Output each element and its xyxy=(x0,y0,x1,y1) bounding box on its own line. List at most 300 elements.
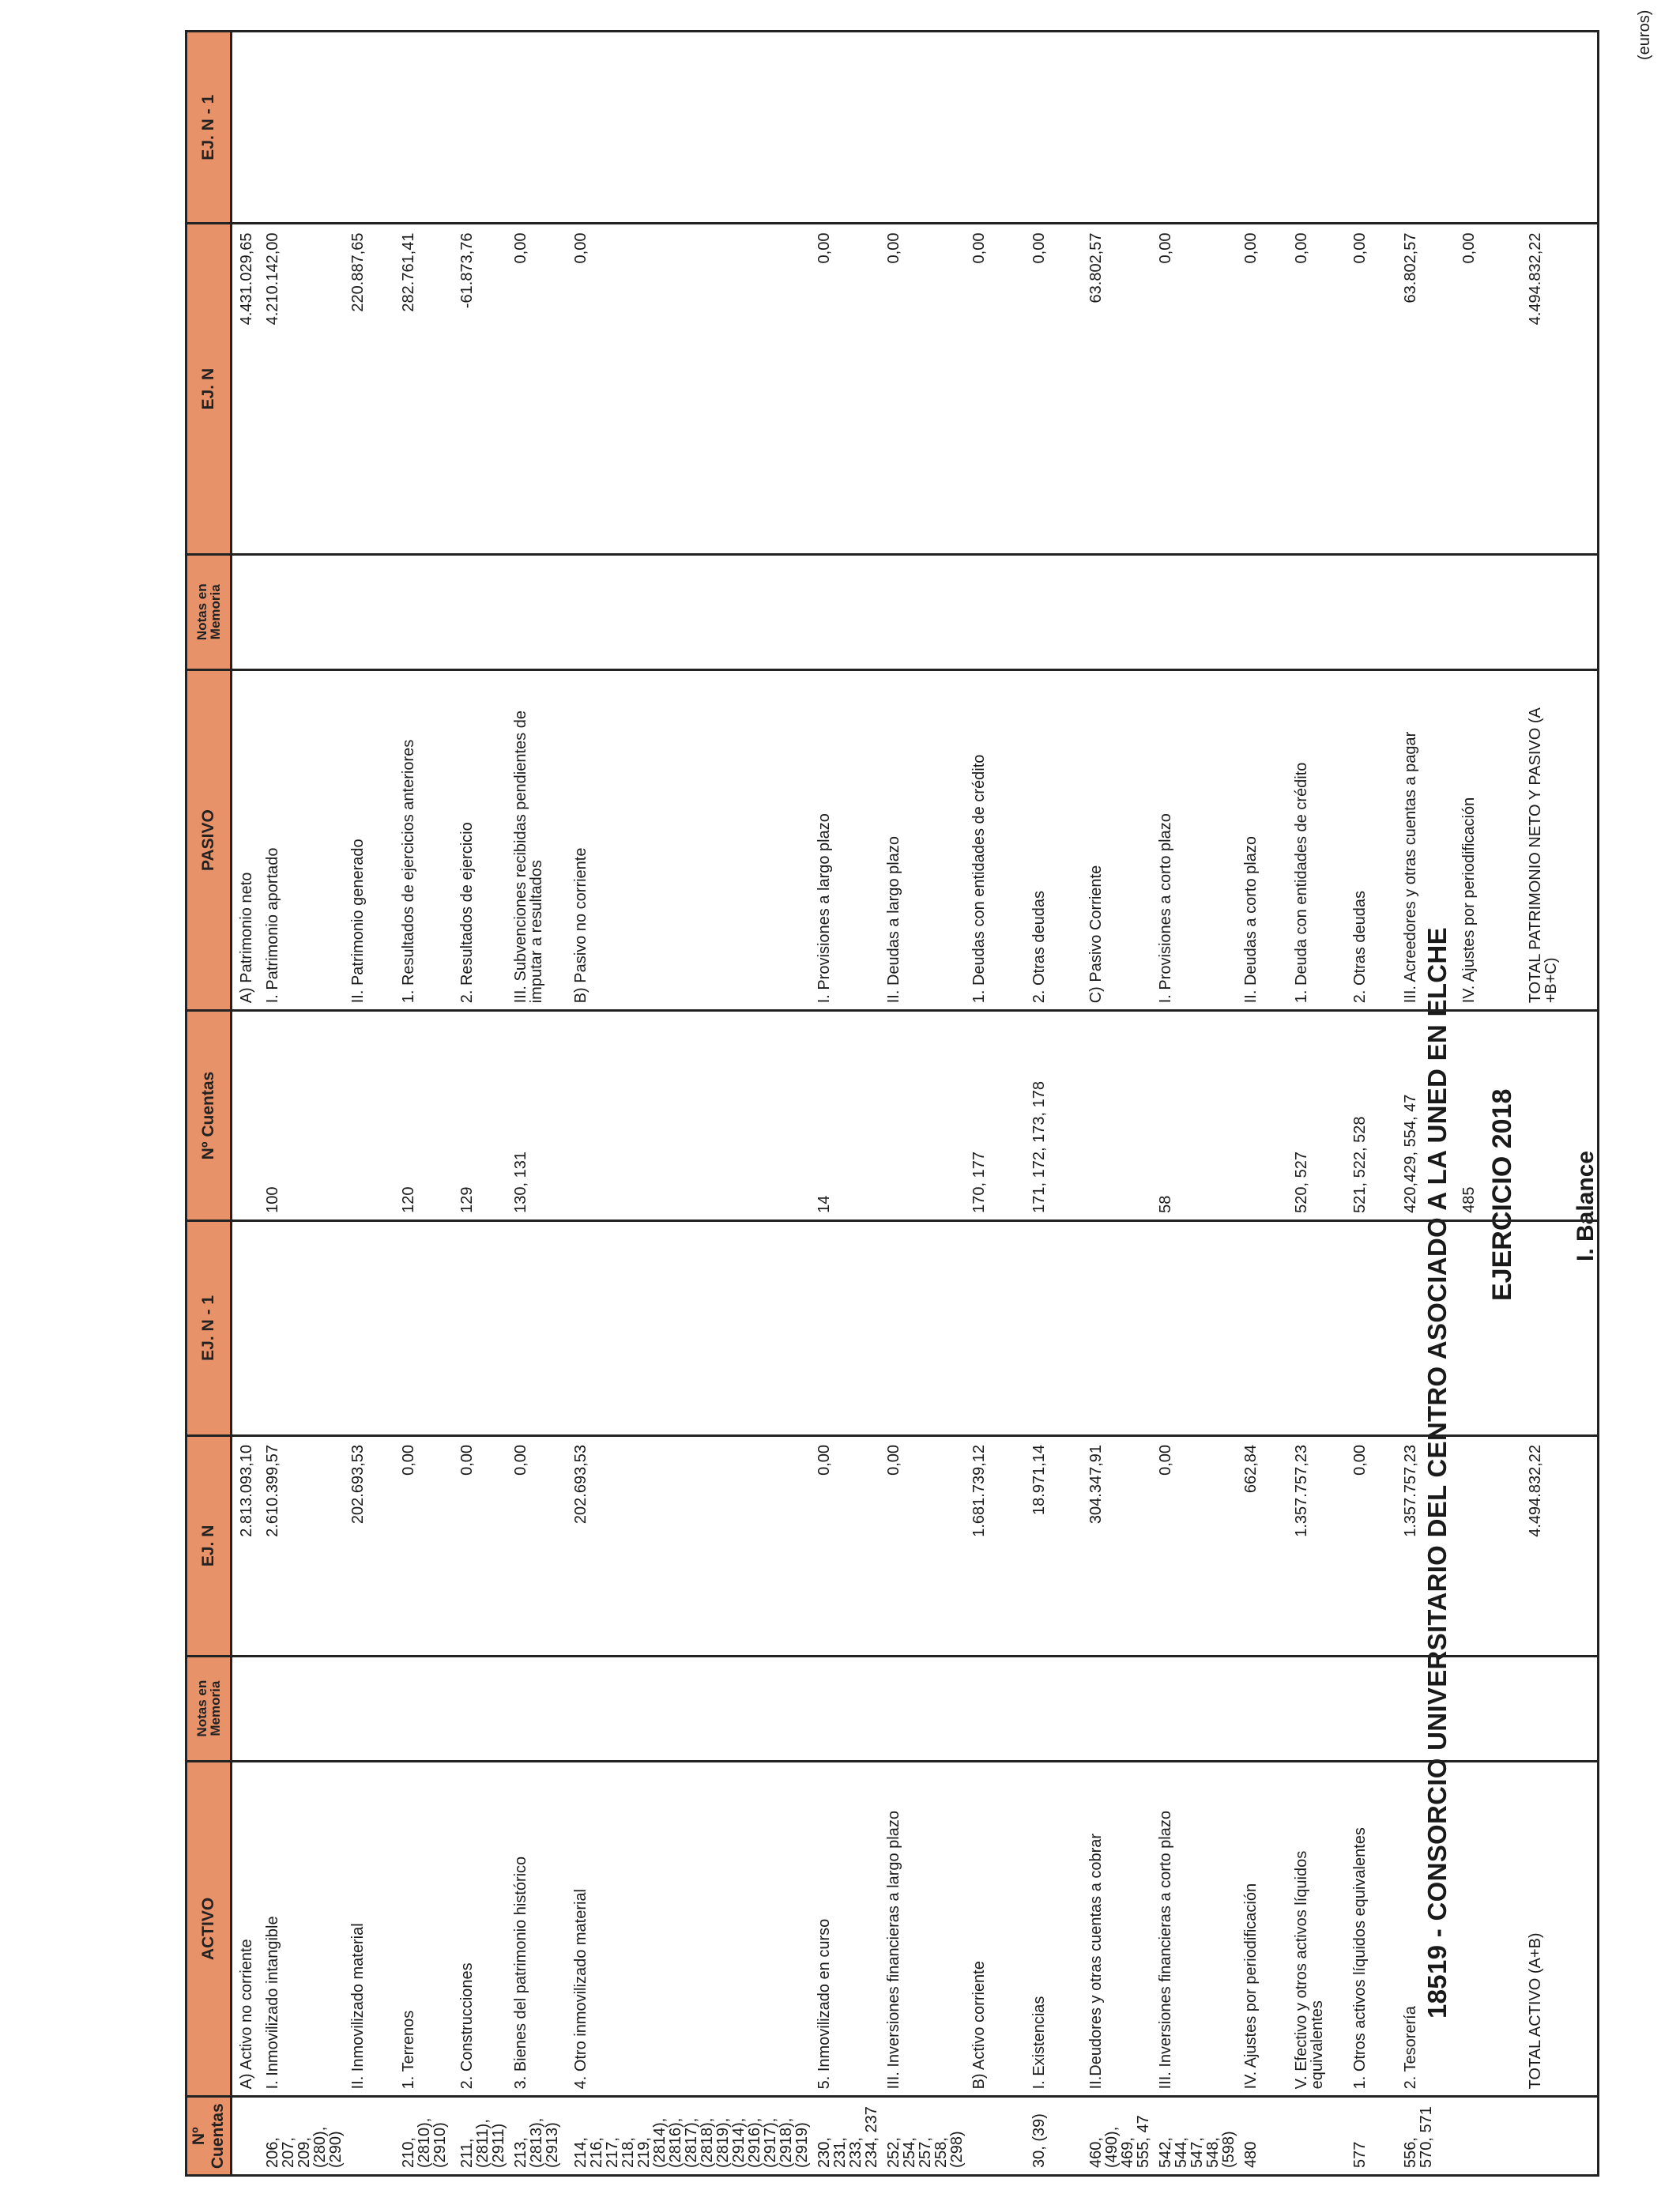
cell-pasivo-cuentas xyxy=(453,1011,507,1221)
cell-activo-ejn xyxy=(1455,1435,1521,1656)
cell-activo-notas xyxy=(394,1656,453,1761)
activo-notas-text xyxy=(880,1657,965,1760)
cell-pasivo-concepto xyxy=(1455,669,1521,1011)
cell-activo-notas xyxy=(232,1656,258,1761)
cell-activo-ejn1 xyxy=(507,1220,567,1435)
cell-activo-notas xyxy=(1287,1656,1346,1761)
cell-activo-concepto xyxy=(1237,1761,1287,2097)
activo-ejn1-text xyxy=(1082,1222,1151,1434)
cell-activo-ejn xyxy=(453,1435,507,1656)
cell-activo-ejn1 xyxy=(1346,1220,1396,1435)
pasivo-cuentas-text: 520, 527 xyxy=(1292,1151,1310,1213)
cell-pasivo-notas xyxy=(1455,554,1521,669)
activo-cuentas-text xyxy=(965,2098,1025,2174)
activo-notas-text xyxy=(1455,1657,1521,1760)
pasivo-ejn-text: 0,00 xyxy=(970,232,988,264)
cell-activo-concepto xyxy=(1151,1761,1237,2097)
cell-activo-ejn xyxy=(1082,1435,1151,1656)
pasivo-notas-text xyxy=(810,556,880,669)
cell-activo-cuentas xyxy=(1082,2097,1151,2176)
activo-cuentas-text xyxy=(1287,2098,1346,2174)
cell-activo-concepto xyxy=(258,1761,344,2097)
table-row xyxy=(507,32,567,2176)
cell-activo-ejn xyxy=(507,1435,567,1656)
activo-notas-text xyxy=(1082,1657,1151,1760)
cell-pasivo-ejn1 xyxy=(1521,32,1599,224)
pasivo-concepto-text: II. Deudas a corto plazo xyxy=(1241,836,1260,1004)
pasivo-cuentas-text xyxy=(567,1012,810,1220)
cell-pasivo-cuentas xyxy=(965,1011,1025,1221)
cell-activo-notas xyxy=(880,1656,965,1761)
cell-pasivo-cuentas xyxy=(1521,1011,1599,1221)
pasivo-ejn-text: 63.802,57 xyxy=(1401,232,1419,303)
table-row xyxy=(1151,32,1237,2176)
pasivo-notas-text xyxy=(1237,556,1287,669)
pasivo-ejn-text: 0,00 xyxy=(1350,232,1369,264)
activo-ejn1-text xyxy=(1151,1222,1237,1434)
activo-cuentas-text: 210, (2810), (2910) xyxy=(399,2117,449,2168)
cell-pasivo-concepto xyxy=(1025,669,1082,1011)
cell-pasivo-cuentas xyxy=(810,1011,880,1221)
pasivo-cuentas-text xyxy=(1521,1012,1598,1220)
activo-cuentas-text: 460, (490), 469, 555, 47 xyxy=(1087,2115,1152,2168)
cell-activo-concepto xyxy=(507,1761,567,2097)
cell-pasivo-ejn xyxy=(507,224,567,554)
cell-pasivo-cuentas xyxy=(1237,1011,1287,1221)
table-row xyxy=(880,32,965,2176)
cell-activo-concepto xyxy=(1082,1761,1151,2097)
cell-activo-concepto xyxy=(1287,1761,1346,2097)
table-row xyxy=(567,32,810,2176)
cell-pasivo-notas xyxy=(507,554,567,669)
activo-notas-text xyxy=(1521,1657,1598,1760)
pasivo-notas-text xyxy=(1521,556,1598,669)
activo-ejn1-text xyxy=(1025,1222,1082,1434)
cell-pasivo-concepto xyxy=(1287,669,1346,1011)
pasivo-concepto-text: III. Subvenciones recibidas pendientes de imputar a resultados xyxy=(511,711,545,1004)
cell-activo-ejn xyxy=(232,1435,258,1656)
activo-notas-text xyxy=(1287,1657,1346,1760)
cell-pasivo-concepto xyxy=(453,669,507,1011)
cell-pasivo-ejn1 xyxy=(1455,32,1521,224)
cell-pasivo-ejn1 xyxy=(258,32,344,224)
cell-pasivo-ejn xyxy=(1287,224,1346,554)
pasivo-notas-text xyxy=(1455,556,1521,669)
cell-activo-ejn1 xyxy=(810,1220,880,1435)
col-header-pasivo-notas: Notas en Memoria xyxy=(186,554,232,669)
pasivo-ejn-text: 0,00 xyxy=(511,232,529,264)
pasivo-notas-text xyxy=(394,556,453,669)
col-header-activo-ejn1: EJ. N - 1 xyxy=(186,1220,232,1435)
cell-pasivo-cuentas xyxy=(344,1011,394,1221)
pasivo-notas-text xyxy=(507,556,567,669)
pasivo-concepto-text: A) Patrimonio neto xyxy=(238,872,255,1004)
cell-activo-notas xyxy=(1455,1656,1521,1761)
table-row xyxy=(394,32,453,2176)
pasivo-ejn1-text xyxy=(880,32,965,223)
activo-cuentas-text: 230, 231, 233, 234, 237 xyxy=(815,2106,880,2168)
pasivo-concepto-text: I. Patrimonio aportado xyxy=(263,847,281,1004)
cell-activo-ejn1 xyxy=(232,1220,258,1435)
table-row xyxy=(1396,32,1455,2176)
cell-activo-cuentas xyxy=(1346,2097,1396,2176)
section-title: I. Balance xyxy=(1573,1150,1599,1261)
cell-activo-ejn1 xyxy=(965,1220,1025,1435)
cell-pasivo-ejn xyxy=(1521,224,1599,554)
activo-concepto-text xyxy=(1455,1762,1521,2096)
cell-pasivo-concepto xyxy=(567,669,810,1011)
activo-concepto-text: 1. Otros activos líquidos equivalentes xyxy=(1350,1827,1369,2090)
pasivo-ejn-text: 0,00 xyxy=(1460,232,1478,264)
cell-activo-ejn xyxy=(1346,1435,1396,1656)
cell-pasivo-ejn xyxy=(965,224,1025,554)
pasivo-ejn-text: 0,00 xyxy=(1156,232,1174,264)
activo-notas-text xyxy=(1151,1657,1237,1760)
pasivo-ejn-text: 0,00 xyxy=(1030,232,1048,264)
pasivo-ejn-text: 0,00 xyxy=(884,232,902,264)
cell-activo-ejn xyxy=(1151,1435,1237,1656)
table-row xyxy=(1082,32,1151,2176)
pasivo-ejn-text: -61.873,76 xyxy=(458,232,476,309)
cell-pasivo-concepto xyxy=(1237,669,1287,1011)
col-header-activo: ACTIVO xyxy=(186,1761,232,2097)
activo-concepto-text: 1. Terrenos xyxy=(399,2010,417,2090)
activo-ejn-text xyxy=(1455,1437,1521,1655)
pasivo-ejn1-text xyxy=(1346,32,1396,223)
cell-activo-ejn xyxy=(1237,1435,1287,1656)
cell-activo-ejn xyxy=(1287,1435,1346,1656)
activo-ejn1-text xyxy=(965,1222,1025,1434)
pasivo-ejn1-text xyxy=(965,32,1025,223)
activo-ejn-text: 0,00 xyxy=(458,1444,476,1476)
pasivo-ejn1-text xyxy=(1025,32,1082,223)
cell-activo-concepto xyxy=(232,1761,258,2097)
cell-pasivo-notas xyxy=(965,554,1025,669)
activo-cuentas-text: 252, 254, 257, 258, (298) xyxy=(884,2131,966,2168)
col-header-activo-cuentas: Nº Cuentas xyxy=(186,2097,232,2176)
pasivo-cuentas-text: 100 xyxy=(263,1186,281,1213)
table-row xyxy=(344,32,394,2176)
pasivo-ejn1-text xyxy=(232,32,258,223)
activo-ejn-text: 0,00 xyxy=(511,1444,529,1476)
pasivo-ejn1-text xyxy=(567,32,810,223)
pasivo-cuentas-text xyxy=(1082,1012,1151,1220)
cell-pasivo-ejn xyxy=(567,224,810,554)
cell-pasivo-ejn xyxy=(1151,224,1237,554)
balance-body xyxy=(232,32,1599,2176)
activo-cuentas-text: 30, (39) xyxy=(1030,2113,1048,2168)
activo-ejn1-text xyxy=(1237,1222,1287,1434)
activo-notas-text xyxy=(810,1657,880,1760)
cell-activo-concepto xyxy=(1396,1761,1455,2097)
cell-pasivo-ejn1 xyxy=(567,32,810,224)
pasivo-notas-text xyxy=(1396,556,1455,669)
pasivo-ejn1-text xyxy=(507,32,567,223)
activo-ejn-text: 0,00 xyxy=(399,1444,417,1476)
activo-ejn1-text xyxy=(1521,1222,1598,1434)
activo-concepto-text: 3. Bienes del patrimonio histórico xyxy=(511,1856,529,2090)
cell-pasivo-cuentas xyxy=(394,1011,453,1221)
cell-activo-concepto xyxy=(810,1761,880,2097)
cell-activo-ejn1 xyxy=(394,1220,453,1435)
activo-notas-text xyxy=(1025,1657,1082,1760)
table-row xyxy=(232,32,258,2176)
cell-pasivo-ejn xyxy=(1396,224,1455,554)
pasivo-concepto-text: 1. Deuda con entidades de crédito xyxy=(1292,762,1310,1004)
pasivo-ejn1-text xyxy=(394,32,453,223)
cell-pasivo-ejn1 xyxy=(232,32,258,224)
table-row xyxy=(1346,32,1396,2176)
table-row xyxy=(1025,32,1082,2176)
activo-ejn-text: 2.813.093,10 xyxy=(238,1444,255,1537)
activo-concepto-text: III. Inversiones financieras a corto plazo xyxy=(1156,1811,1174,2090)
cell-pasivo-cuentas xyxy=(1151,1011,1237,1221)
activo-cuentas-text: 206, 207, 209, (280), (290) xyxy=(263,2126,345,2168)
cell-activo-concepto xyxy=(1521,1761,1599,2097)
cell-pasivo-notas xyxy=(1151,554,1237,669)
cell-activo-cuentas xyxy=(453,2097,507,2176)
pasivo-ejn-text: 282.761,41 xyxy=(399,232,417,312)
pasivo-cuentas-text: 129 xyxy=(458,1186,476,1213)
pasivo-concepto-text: C) Pasivo Corriente xyxy=(1087,865,1105,1004)
cell-pasivo-notas xyxy=(1287,554,1346,669)
pasivo-ejn-text: 63.802,57 xyxy=(1087,232,1105,303)
cell-activo-concepto xyxy=(965,1761,1025,2097)
activo-ejn-text: 4.494.832,22 xyxy=(1526,1444,1544,1537)
cell-activo-cuentas xyxy=(810,2097,880,2176)
pasivo-cuentas-text xyxy=(344,1012,394,1220)
pasivo-cuentas-text: 130, 131 xyxy=(511,1151,529,1213)
cell-activo-cuentas xyxy=(1237,2097,1287,2176)
col-header-pasivo: PASIVO xyxy=(186,669,232,1011)
table-row xyxy=(1287,32,1346,2176)
pasivo-notas-text xyxy=(1151,556,1237,669)
col-header-pasivo-ejn1: EJ. N - 1 xyxy=(186,32,232,224)
pasivo-notas-text xyxy=(453,556,507,669)
cell-activo-notas xyxy=(1346,1656,1396,1761)
activo-ejn1-text xyxy=(394,1222,453,1434)
cell-activo-cuentas xyxy=(344,2097,394,2176)
activo-concepto-text: II. Inmovilizado material xyxy=(348,1923,367,2090)
cell-pasivo-concepto xyxy=(1151,669,1237,1011)
pasivo-notas-text xyxy=(344,556,394,669)
cell-pasivo-ejn xyxy=(394,224,453,554)
table-row xyxy=(258,32,344,2176)
cell-activo-ejn1 xyxy=(453,1220,507,1435)
activo-cuentas-text xyxy=(1455,2098,1521,2174)
cell-activo-ejn xyxy=(394,1435,453,1656)
activo-ejn1-text xyxy=(810,1222,880,1434)
pasivo-ejn-text: 0,00 xyxy=(571,232,590,264)
activo-notas-text xyxy=(965,1657,1025,1760)
col-header-activo-ejn: EJ. N xyxy=(186,1435,232,1656)
pasivo-ejn-text: 0,00 xyxy=(1241,232,1260,264)
cell-pasivo-cuentas xyxy=(1455,1011,1521,1221)
currency-unit: (euros) xyxy=(1636,9,1653,60)
pasivo-ejn1-text xyxy=(1082,32,1151,223)
cell-pasivo-notas xyxy=(1237,554,1287,669)
pasivo-concepto-text: 1. Resultados de ejercicios anteriores xyxy=(399,739,417,1004)
cell-activo-ejn xyxy=(965,1435,1025,1656)
pasivo-cuentas-text xyxy=(880,1012,965,1220)
pasivo-notas-text xyxy=(567,556,810,669)
pasivo-concepto-text: 1. Deudas con entidades de crédito xyxy=(970,754,988,1004)
activo-notas-text xyxy=(567,1657,810,1760)
pasivo-cuentas-text: 120 xyxy=(399,1186,417,1213)
cell-pasivo-notas xyxy=(810,554,880,669)
activo-cuentas-text: 480 xyxy=(1241,2141,1260,2168)
pasivo-cuentas-text: 170, 177 xyxy=(970,1151,988,1213)
pasivo-notas-text xyxy=(258,556,344,669)
cell-pasivo-ejn1 xyxy=(1396,32,1455,224)
pasivo-concepto-text: B) Pasivo no corriente xyxy=(571,847,590,1004)
cell-activo-ejn xyxy=(810,1435,880,1656)
activo-ejn-text: 0,00 xyxy=(815,1444,833,1476)
cell-activo-notas xyxy=(965,1656,1025,1761)
activo-cuentas-text xyxy=(344,2098,394,2174)
activo-ejn-text: 2.610.399,57 xyxy=(263,1444,281,1537)
cell-pasivo-notas xyxy=(394,554,453,669)
cell-activo-cuentas xyxy=(1455,2097,1521,2176)
table-row xyxy=(1237,32,1287,2176)
cell-activo-concepto xyxy=(567,1761,810,2097)
cell-pasivo-cuentas xyxy=(507,1011,567,1221)
activo-ejn-text: 18.971,14 xyxy=(1030,1444,1048,1515)
cell-activo-notas xyxy=(567,1656,810,1761)
cell-pasivo-ejn1 xyxy=(453,32,507,224)
activo-notas-text xyxy=(344,1657,394,1760)
cell-activo-concepto xyxy=(1346,1761,1396,2097)
cell-activo-concepto xyxy=(453,1761,507,2097)
cell-activo-cuentas xyxy=(1521,2097,1599,2176)
cell-activo-ejn1 xyxy=(1396,1220,1455,1435)
activo-ejn1-text xyxy=(567,1222,810,1434)
entity-title: 18519 - CONSORCIO UNIVERSITARIO DEL CENTRO ASOCIADO A LA UNED EN ELCHE xyxy=(1422,927,1452,2019)
activo-ejn-text: 0,00 xyxy=(884,1444,902,1476)
cell-activo-notas xyxy=(258,1656,344,1761)
cell-activo-ejn1 xyxy=(880,1220,965,1435)
activo-ejn-text: 202.693,53 xyxy=(348,1444,367,1525)
activo-cuentas-text: 556, 570, 571 xyxy=(1401,2106,1435,2168)
cell-pasivo-ejn xyxy=(1025,224,1082,554)
table-row xyxy=(965,32,1025,2176)
activo-ejn-text: 1.357.757,23 xyxy=(1292,1444,1310,1537)
cell-activo-cuentas xyxy=(1396,2097,1455,2176)
cell-pasivo-ejn1 xyxy=(1287,32,1346,224)
pasivo-notas-text xyxy=(1346,556,1396,669)
cell-pasivo-cuentas xyxy=(1346,1011,1396,1221)
cell-pasivo-concepto xyxy=(258,669,344,1011)
cell-pasivo-ejn1 xyxy=(1237,32,1287,224)
cell-activo-notas xyxy=(1151,1656,1237,1761)
activo-cuentas-text xyxy=(232,2098,258,2174)
pasivo-ejn1-text xyxy=(258,32,344,223)
cell-activo-ejn xyxy=(567,1435,810,1656)
cell-pasivo-notas xyxy=(880,554,965,669)
cell-pasivo-notas xyxy=(1521,554,1599,669)
activo-notas-text xyxy=(1346,1657,1396,1760)
pasivo-ejn1-text xyxy=(1287,32,1346,223)
activo-ejn-text: 662,84 xyxy=(1241,1444,1260,1494)
activo-concepto-text: III. Inversiones financieras a largo plazo xyxy=(884,1811,902,2090)
cell-activo-ejn1 xyxy=(344,1220,394,1435)
activo-notas-text xyxy=(453,1657,507,1760)
activo-notas-text xyxy=(1396,1657,1455,1760)
cell-activo-cuentas xyxy=(965,2097,1025,2176)
cell-pasivo-ejn1 xyxy=(880,32,965,224)
pasivo-ejn1-text xyxy=(344,32,394,223)
table-row xyxy=(453,32,507,2176)
activo-ejn1-text xyxy=(1346,1222,1396,1434)
cell-pasivo-ejn xyxy=(1237,224,1287,554)
pasivo-ejn1-text xyxy=(1455,32,1521,223)
cell-activo-cuentas xyxy=(567,2097,810,2176)
pasivo-ejn-text: 0,00 xyxy=(1292,232,1310,264)
activo-concepto-text: II.Deudores y otras cuentas a cobrar xyxy=(1087,1833,1105,2090)
cell-pasivo-notas xyxy=(567,554,810,669)
cell-activo-notas xyxy=(1396,1656,1455,1761)
cell-activo-cuentas xyxy=(232,2097,258,2176)
cell-pasivo-ejn1 xyxy=(1151,32,1237,224)
cell-activo-concepto xyxy=(1455,1761,1521,2097)
pasivo-cuentas-text: 14 xyxy=(815,1195,833,1213)
cell-activo-ejn1 xyxy=(1151,1220,1237,1435)
activo-ejn1-text xyxy=(453,1222,507,1434)
pasivo-ejn-text: 0,00 xyxy=(815,232,833,264)
fiscal-year-title: EJERCICIO 2018 xyxy=(1487,1088,1517,1301)
cell-activo-notas xyxy=(1237,1656,1287,1761)
activo-notas-text xyxy=(258,1657,344,1760)
pasivo-notas-text xyxy=(1082,556,1151,669)
cell-pasivo-cuentas xyxy=(1082,1011,1151,1221)
balance-table xyxy=(185,30,1599,2177)
cell-pasivo-notas xyxy=(232,554,258,669)
cell-pasivo-ejn1 xyxy=(1025,32,1082,224)
pasivo-ejn1-text xyxy=(1521,32,1598,223)
cell-pasivo-ejn xyxy=(880,224,965,554)
cell-activo-ejn1 xyxy=(1287,1220,1346,1435)
activo-notas-text xyxy=(1237,1657,1287,1760)
pasivo-cuentas-text: 420,429, 554, 47 xyxy=(1401,1094,1419,1213)
cell-pasivo-concepto xyxy=(1396,669,1455,1011)
cell-pasivo-ejn1 xyxy=(394,32,453,224)
cell-activo-notas xyxy=(453,1656,507,1761)
cell-pasivo-ejn xyxy=(1346,224,1396,554)
cell-pasivo-concepto xyxy=(232,669,258,1011)
cell-activo-cuentas xyxy=(1025,2097,1082,2176)
cell-activo-notas xyxy=(1025,1656,1082,1761)
cell-pasivo-concepto xyxy=(344,669,394,1011)
activo-ejn-text: 0,00 xyxy=(1350,1444,1369,1476)
pasivo-concepto-text: I. Provisiones a corto plazo xyxy=(1156,813,1174,1004)
activo-ejn1-text xyxy=(1455,1222,1521,1434)
activo-ejn1-text xyxy=(258,1222,344,1434)
cell-pasivo-cuentas xyxy=(1025,1011,1082,1221)
pasivo-ejn1-text xyxy=(1396,32,1455,223)
activo-notas-text xyxy=(232,1657,258,1760)
cell-activo-notas xyxy=(507,1656,567,1761)
cell-activo-ejn xyxy=(258,1435,344,1656)
pasivo-ejn-text: 220.887,65 xyxy=(348,232,367,312)
cell-pasivo-ejn xyxy=(232,224,258,554)
cell-pasivo-ejn1 xyxy=(1346,32,1396,224)
activo-ejn1-text xyxy=(232,1222,258,1434)
activo-cuentas-text: 577 xyxy=(1350,2141,1369,2168)
cell-pasivo-ejn xyxy=(1082,224,1151,554)
cell-activo-cuentas xyxy=(1287,2097,1346,2176)
activo-ejn1-text xyxy=(1287,1222,1346,1434)
pasivo-concepto-text: 2. Resultados de ejercicio xyxy=(458,822,476,1004)
